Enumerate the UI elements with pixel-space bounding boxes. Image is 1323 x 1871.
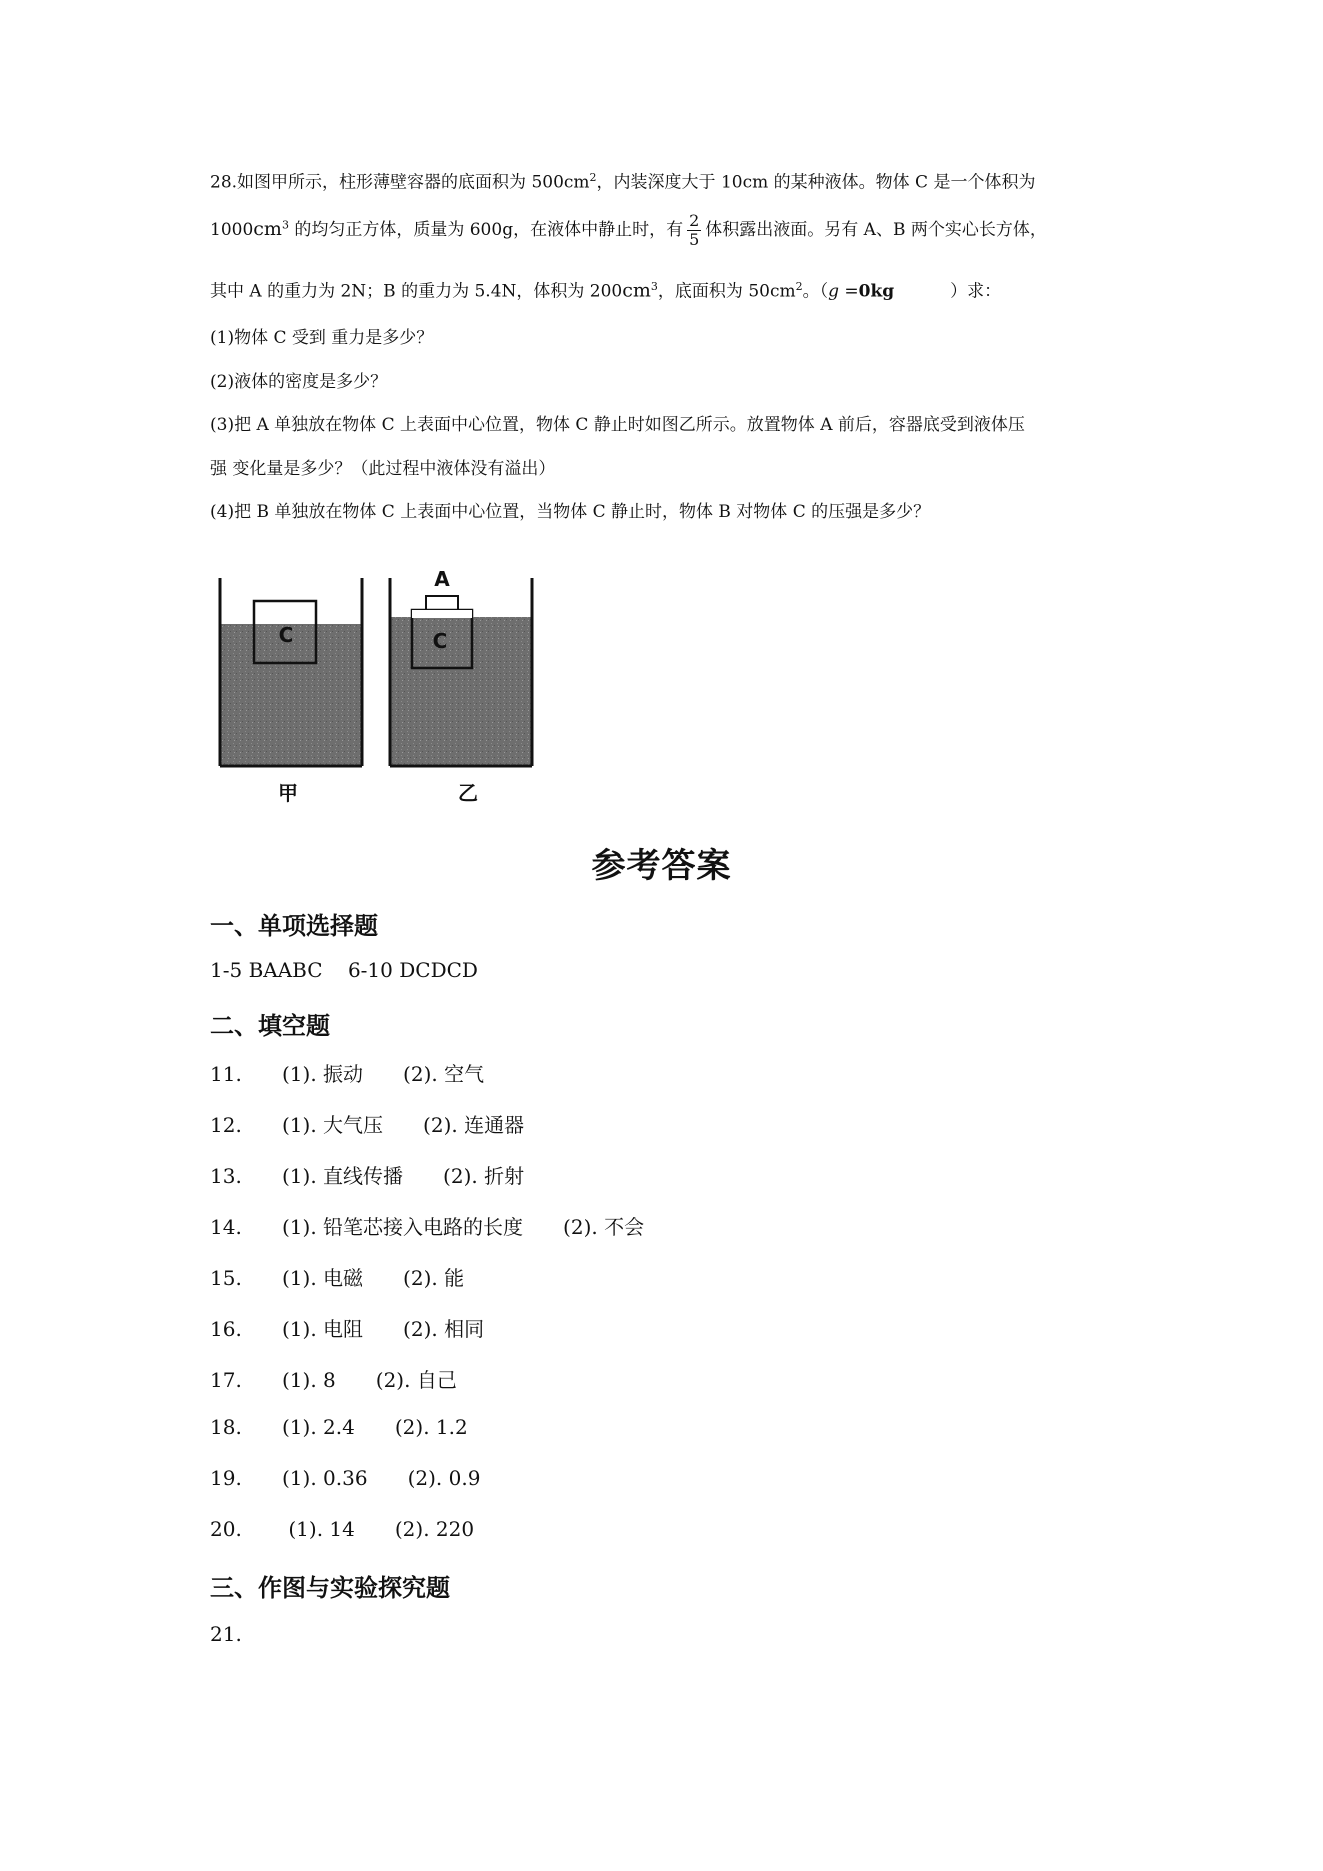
list-item: [210, 1262, 464, 1291]
sub-question-2: (2)液体的密度是多少？: [210, 372, 388, 392]
answer-1: (1). 电磁: [282, 1266, 364, 1290]
block-a-label: A: [434, 567, 450, 591]
sub-question-4: (4)把 B 单独放在物体 C 上表面中心位置，当物体 C 静止时，物体 B 对物体 C 的压强是多少？: [210, 502, 931, 522]
answer-2: (2). 折射: [443, 1164, 525, 1188]
answer-1: (1). 大气压: [282, 1113, 384, 1137]
answer-1: (1). 14: [282, 1517, 355, 1541]
unit: cm: [769, 281, 796, 302]
exponent: 3: [650, 280, 658, 293]
item-number: 17.: [210, 1368, 242, 1392]
unit: cm: [622, 279, 651, 302]
question-line-3: [210, 275, 1001, 304]
answer-2: (2). 1.2: [394, 1415, 468, 1439]
text: ，底面积为 50: [657, 281, 770, 302]
container-yi: [390, 567, 532, 766]
item-number: 14.: [210, 1215, 242, 1239]
list-item: [210, 1517, 474, 1541]
text: ）求：: [950, 281, 1002, 302]
question-line-2: [210, 212, 1047, 249]
section-heading-2: 二、填空题: [210, 1012, 330, 1040]
sub-question-1: (1)物体 C 受到 重力是多少？: [210, 328, 434, 348]
item-21-number: 21.: [210, 1622, 242, 1646]
answer-2: (2). 空气: [403, 1062, 485, 1086]
exponent: 2: [589, 171, 597, 184]
answer-2: (2). 连通器: [423, 1113, 525, 1137]
text: 1000: [210, 220, 254, 240]
exponent: 3: [281, 218, 289, 232]
question-line-1: [210, 166, 1035, 195]
list-item: [210, 1211, 644, 1240]
item-number: 15.: [210, 1266, 242, 1290]
text: 28.如图甲所示，柱形薄壁容器的底面积为 500: [210, 172, 564, 193]
block-c-label: C: [432, 629, 448, 653]
sub-question-3-line-1: (3)把 A 单独放在物体 C 上表面中心位置，物体 C 静止时如图乙所示。放置物体 A 前后，容器底受到液体压: [210, 415, 1025, 435]
answer-1: (1). 铅笔芯接入电路的长度: [282, 1215, 524, 1239]
answer-2: (2). 相同: [403, 1317, 485, 1341]
answers-title: 参考答案: [591, 846, 732, 886]
text: ，内装深度大于 10cm 的某种液体。物体 C 是一个体积为: [596, 172, 1036, 193]
list-item: [210, 1160, 524, 1189]
answer-2: (2). 能: [403, 1266, 465, 1290]
fraction-denominator: 5: [689, 230, 700, 249]
item-number: 16.: [210, 1317, 242, 1341]
text: 。（: [802, 281, 829, 302]
text: 体积露出液面。另有 A、B 两个实心长方体，: [705, 220, 1047, 240]
list-item: [210, 1466, 480, 1490]
answer-1: (1). 电阻: [282, 1317, 364, 1341]
section-heading-3: 三、作图与实验探究题: [210, 1574, 450, 1602]
answer-2: (2). 不会: [563, 1215, 645, 1239]
answer-1: (1). 直线传播: [282, 1164, 404, 1188]
fraction: [687, 212, 701, 249]
unit: cm: [253, 218, 282, 240]
answer-1: (1). 8: [282, 1368, 336, 1392]
item-number: 12.: [210, 1113, 242, 1137]
section-heading-1: 一、单项选择题: [210, 912, 378, 940]
answer-1: (1). 振动: [282, 1062, 364, 1086]
item-number: 11.: [210, 1062, 242, 1086]
choice-answers: 1-5 BAABC 6-10 DCDCD: [210, 958, 478, 982]
unit: cm: [563, 172, 590, 193]
text: 其中 A 的重力为 2N；B 的重力为 5.4N，体积为 200: [210, 281, 623, 302]
answer-2: (2). 自己: [375, 1368, 457, 1392]
sub-question-3-line-2: 强 变化量是多少？（此过程中液体没有溢出）: [210, 459, 556, 479]
container-jia: [220, 578, 362, 766]
answer-1: (1). 0.36: [282, 1466, 368, 1490]
answer-2: (2). 220: [394, 1517, 475, 1541]
block-c-label: C: [278, 623, 294, 647]
g-symbol: g =: [828, 281, 859, 302]
container-figure: [214, 556, 554, 806]
caption-jia: 甲: [278, 781, 298, 805]
g-value: 0kg: [858, 281, 895, 302]
exponent: 2: [795, 280, 803, 293]
answer-1: (1). 2.4: [282, 1415, 355, 1439]
item-number: 19.: [210, 1466, 242, 1490]
block-c-exposed: [412, 610, 472, 618]
caption-yi: 乙: [458, 781, 478, 805]
list-item: [210, 1109, 524, 1138]
list-item: [210, 1364, 457, 1393]
fraction-numerator: 2: [689, 211, 700, 230]
block-a: [426, 596, 458, 610]
list-item: [210, 1313, 484, 1342]
list-item: [210, 1058, 484, 1087]
text: 的均匀正方体，质量为 600g，在液体中静止时，有: [288, 220, 684, 240]
answer-2: (2). 0.9: [407, 1466, 481, 1490]
item-number: 20.: [210, 1517, 242, 1541]
item-number: 18.: [210, 1415, 242, 1439]
item-number: 13.: [210, 1164, 242, 1188]
list-item: [210, 1415, 468, 1439]
